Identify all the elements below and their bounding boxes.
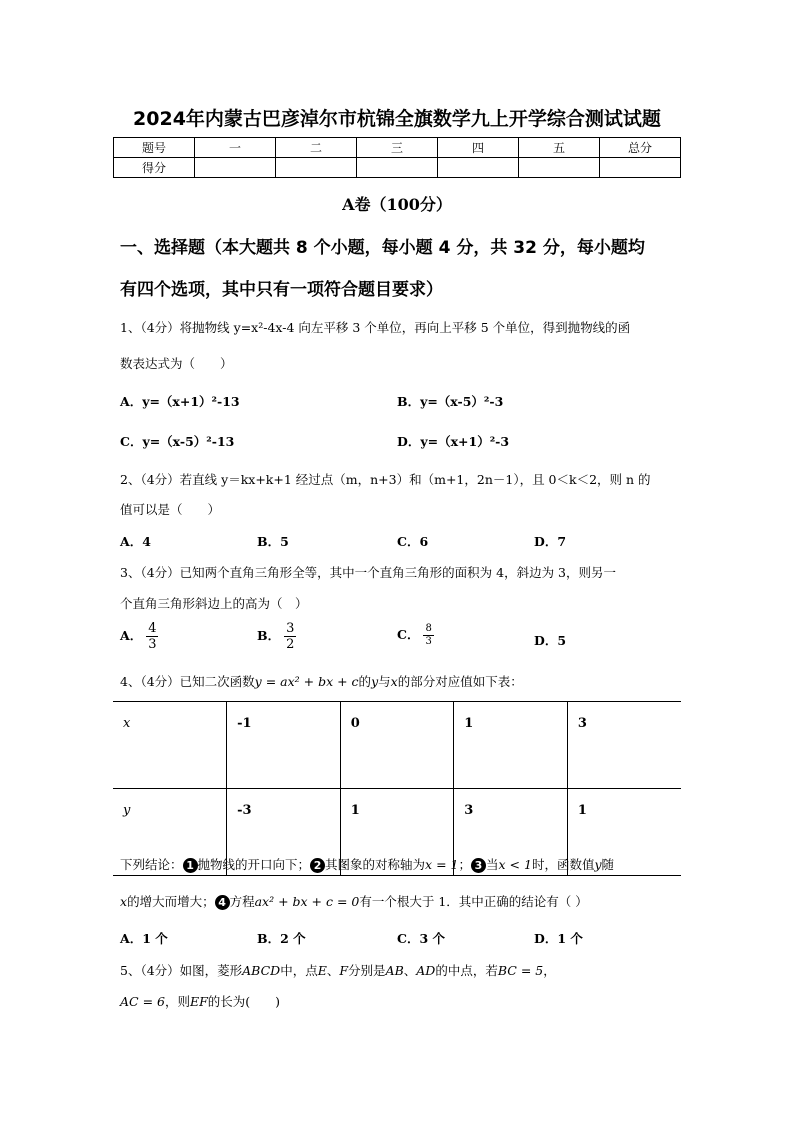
q4-conclusions-line2: x的增大而增大； 4 方程ax² + bx + c = 0有一个根大于 1．其中正确的结论有（ ） (120, 894, 588, 909)
q2-option-b[interactable]: B．5 (257, 534, 289, 549)
q1-option-d[interactable]: D．y=（x+1）²-3 (397, 434, 510, 449)
table-cell: 3 (454, 789, 568, 876)
q1-option-b[interactable]: B．y=（x-5）²-3 (397, 394, 504, 409)
q3-stem-line1: 3、（4分）已知两个直角三角形全等，其中一个直角三角形的面积为 4，斜边为 3，则另一 (120, 565, 617, 580)
table-cell: 3 (567, 702, 681, 789)
q4-conclusions-line1: 下列结论： 1 抛物线的开口向下； 2 其图象的对称轴为x = 1； 3 当x < 1时，函数值y随 (120, 857, 615, 872)
score-input-cell[interactable] (195, 158, 276, 178)
table-row (113, 702, 681, 789)
q3-option-c-label: C． (397, 627, 420, 642)
score-header-row (114, 138, 681, 158)
circled-3-icon: 3 (471, 858, 486, 873)
score-input-cell[interactable] (519, 158, 600, 178)
score-cell: 得分 (114, 158, 195, 178)
q4-value-table (113, 701, 681, 876)
q4-option-b[interactable]: B．2 个 (257, 931, 306, 946)
score-input-cell[interactable] (276, 158, 357, 178)
score-cell: 四 (438, 138, 519, 158)
q2-option-d[interactable]: D．7 (534, 534, 567, 549)
q1-option-a[interactable]: A．y=（x+1）²-13 (120, 394, 240, 409)
q4-stem: 4、（4分）已知二次函数y = ax² + bx + c的y与x的部分对应值如下表： (120, 674, 523, 689)
section-heading-line2: 有四个选项，其中只有一项符合题目要求） (120, 280, 443, 300)
table-cell: 1 (454, 702, 568, 789)
q3-stem-line2: 个直角三角形斜边上的高为（ ） (120, 596, 308, 611)
section-heading-line1: 一、选择题（本大题共 8 个小题，每小题 4 分，共 32 分，每小题均 (120, 238, 645, 258)
q1-stem-line2: 数表达式为（ ） (120, 356, 233, 371)
section-juan-heading: A卷（100分） (342, 195, 452, 214)
score-cell: 一 (195, 138, 276, 158)
q3-option-c[interactable] (397, 623, 434, 648)
score-value-row (114, 158, 681, 178)
fraction: $\frac{3}{2}$ (286, 621, 295, 652)
table-cell: 1 (340, 789, 454, 876)
score-cell: 三 (357, 138, 438, 158)
circled-2-icon: 2 (310, 858, 325, 873)
table-cell: -1 (227, 702, 341, 789)
table-cell: 1 (567, 789, 681, 876)
score-input-cell[interactable] (357, 158, 438, 178)
q4-option-d[interactable]: D．1 个 (534, 931, 583, 946)
q1-option-c[interactable]: C．y=（x-5）²-13 (120, 434, 235, 449)
q2-stem-line2: 值可以是（ ） (120, 502, 221, 517)
q4-option-a[interactable]: A．1 个 (120, 931, 168, 946)
q4-function: y = ax² + bx + c (254, 674, 359, 689)
score-input-cell[interactable] (438, 158, 519, 178)
q5-stem-line1: 5、（4分）如图，菱形ABCD中，点E、F分别是AB、AD的中点，若BC = 5， (120, 963, 556, 978)
table-row-label: x (113, 702, 227, 789)
fraction: $\frac{4}{3}$ (148, 621, 157, 652)
q1-stem-line1: 1、（4分）将抛物线 y=x²-4x-4 向左平移 3 个单位，再向上平移 5 个单位，得到抛物线的函 (120, 320, 631, 335)
score-input-cell[interactable] (600, 158, 681, 178)
score-cell: 五 (519, 138, 600, 158)
q4-option-c[interactable]: C．3 个 (397, 931, 445, 946)
q3-option-b[interactable] (257, 621, 296, 652)
table-cell: 0 (340, 702, 454, 789)
q3-option-a-label: A． (120, 628, 143, 643)
q3-option-b-label: B． (257, 628, 281, 643)
score-cell: 题号 (114, 138, 195, 158)
table-cell: -3 (227, 789, 341, 876)
q2-option-a[interactable]: A．4 (120, 534, 151, 549)
circled-1-icon: 1 (183, 858, 198, 873)
fraction: $\frac{8}{3}$ (425, 623, 432, 647)
q2-option-c[interactable]: C．6 (397, 534, 429, 549)
q5-stem-line2: AC = 6，则EF的长为( ) (120, 994, 281, 1009)
q3-option-d[interactable]: D．5 (534, 633, 567, 648)
page-title: 2024年内蒙古巴彦淖尔市杭锦全旗数学九上开学综合测试试题 (133, 108, 661, 130)
q3-option-a[interactable] (120, 621, 158, 652)
score-table (113, 137, 681, 178)
circled-4-icon: 4 (215, 895, 230, 910)
score-cell: 总分 (600, 138, 681, 158)
table-row-label: y (113, 789, 227, 876)
score-cell: 二 (276, 138, 357, 158)
q2-stem-line1: 2、（4分）若直线 y＝kx+k+1 经过点（m，n+3）和（m+1，2n－1），且 0＜k＜2，则 n 的 (120, 472, 651, 487)
